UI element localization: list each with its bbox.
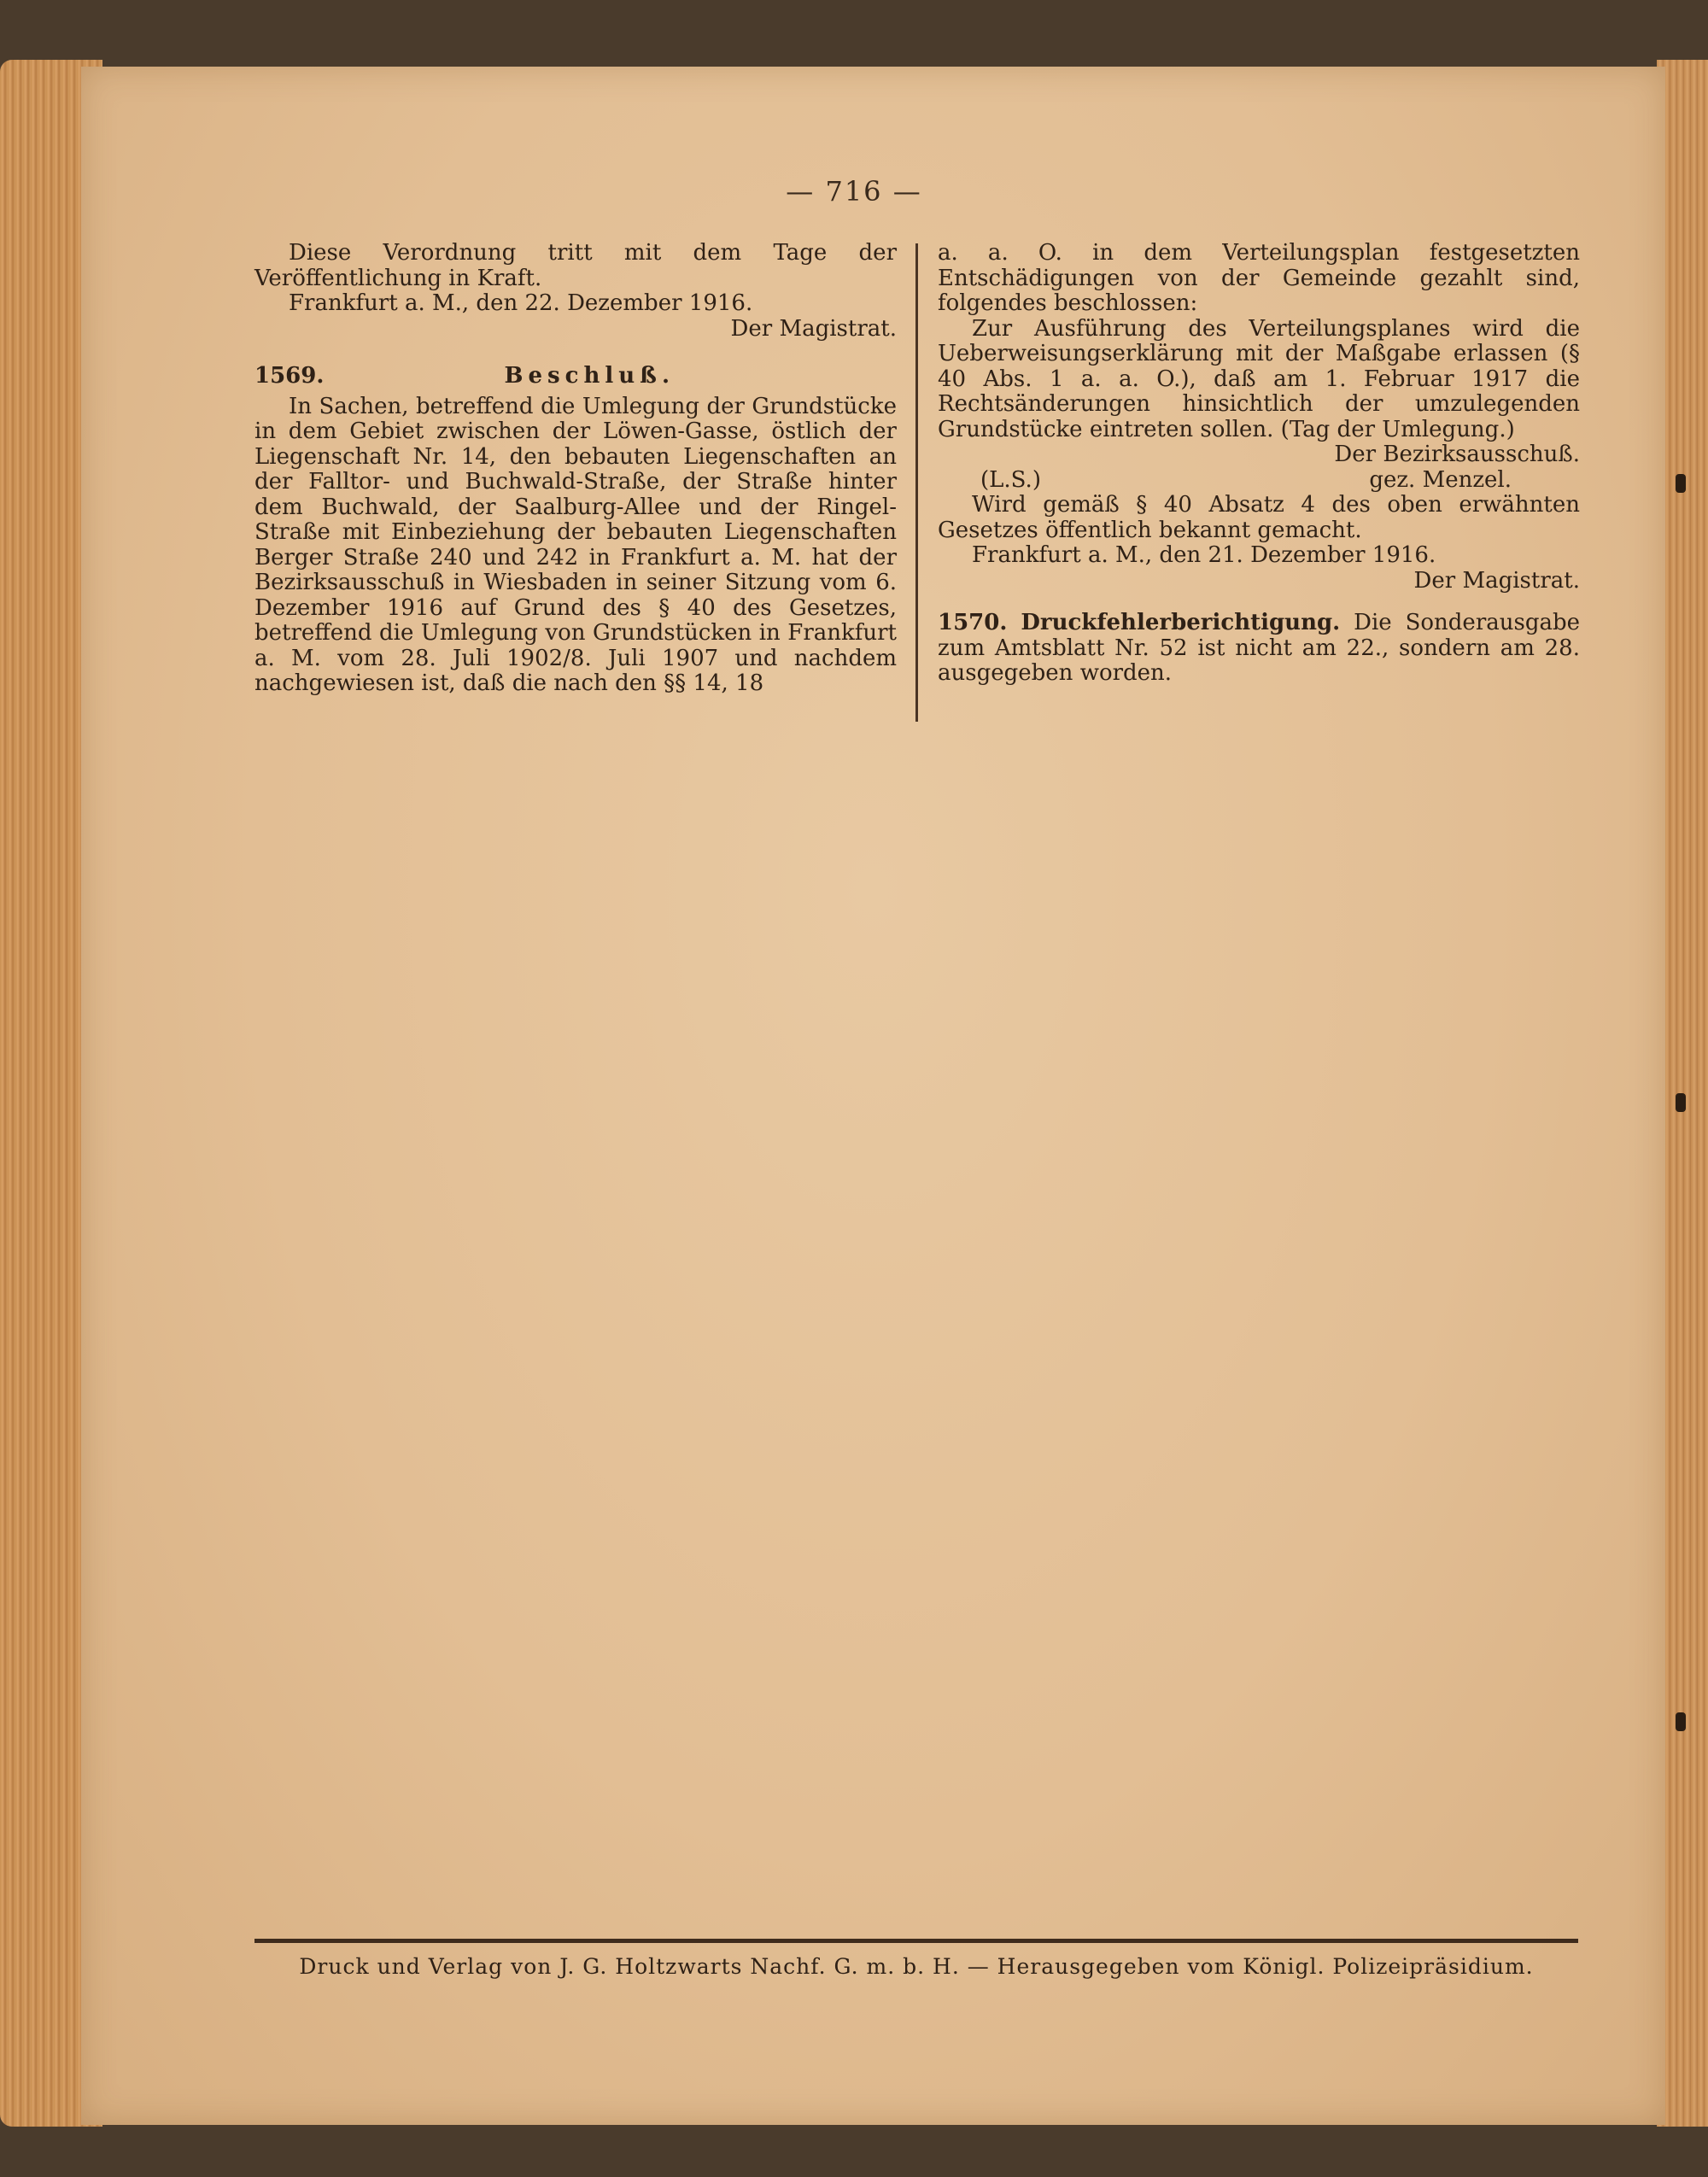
imprint-footer: Druck und Verlag von J. G. Holtzwarts Nachf. G. m. b. H. — Herausgegeben vom Königl. Polizeipräsidium.: [299, 1954, 1534, 1979]
footer-rule: [254, 1939, 1578, 1943]
ordinance-signature: Der Magistrat.: [730, 315, 897, 342]
committee-signature: Der Bezirksausschuß.: [1334, 442, 1580, 467]
publication-text: Wird gemäß § 40 Absatz 4 des oben erwähnten Gesetzes öffentlich bekannt gemacht.: [938, 492, 1580, 543]
publication-signature: Der Magistrat.: [1413, 567, 1580, 594]
signatory-name: gez. Menzel.: [1369, 466, 1512, 493]
page-number: — 716 —: [786, 175, 922, 208]
decision-text: Zur Ausführung des Verteilungsplanes wird die Ueberweisungserklärung mit der Maßgabe erlassen (§ 40 Abs. 1 a. a. O.), daß am 1. Februar 1917 die Rechtsänderungen hinsichtlich der umzulegenden Grundstücke eintreten sollen. (Tag der Umlegung.): [938, 315, 1580, 442]
section-1569-text: In Sachen, betreffend die Umlegung der Grundstücke in dem Gebiet zwischen der Löwen-Gasse, östlich der Liegenschaft Nr. 14, den bebauten Liegenschaften an der Falltor- und Buchwald-Straße, der Straße hinter dem Buchwald, der Saalburg-Allee und der Ringel-Straße mit Einbeziehung der bebauten Liegenschaften Berger Straße 240 und 242 in Frankfurt a. M. hat der Bezirksausschuß in Wiesbaden in seiner Sitzung vom 6. Dezember 1916 auf Grund des § 40 des Gesetzes, betreffend die Umlegung von Grundstücken in Frankfurt a. M. vom 28. Juli 1902/8. Juli 1907 und nachdem nachgewiesen ist, daß die nach den §§ 14, 18: [254, 393, 897, 696]
seal-mark: (L.S.): [980, 466, 1041, 493]
section-1569-header: [254, 364, 897, 389]
binding-pin: [1676, 474, 1686, 493]
publication-date: Frankfurt a. M., den 21. Dezember 1916.: [972, 542, 1436, 568]
section-heading: Druckfehlerberichtigung.: [1021, 610, 1341, 635]
section-number: 1569.: [254, 363, 325, 389]
seal-row: [938, 468, 1580, 494]
left-column: [254, 241, 897, 697]
section-1569-continuation: a. a. O. in dem Verteilungsplan festgesetzten Entschädigungen von der Gemeinde gezahlt sind, folgendes beschlossen:: [938, 240, 1580, 316]
section-heading: Beschluß.: [504, 363, 675, 389]
section-1570-text: [938, 611, 1580, 687]
erratum-text: Die Sonderausgabe zum Amtsblatt Nr. 52 ist nicht am 22., sondern am 28. ausgegeben worden.: [938, 610, 1581, 686]
ordinance-date: Frankfurt a. M., den 22. Dezember 1916.: [289, 290, 753, 316]
section-number: 1570.: [938, 610, 1008, 635]
ordinance-effect-text: Diese Verordnung tritt mit dem Tage der Veröffentlichung in Kraft.: [254, 240, 897, 291]
right-column: [938, 241, 1580, 687]
binding-pin: [1676, 1712, 1686, 1731]
binding-pin: [1676, 1093, 1686, 1112]
column-divider: [915, 243, 918, 722]
